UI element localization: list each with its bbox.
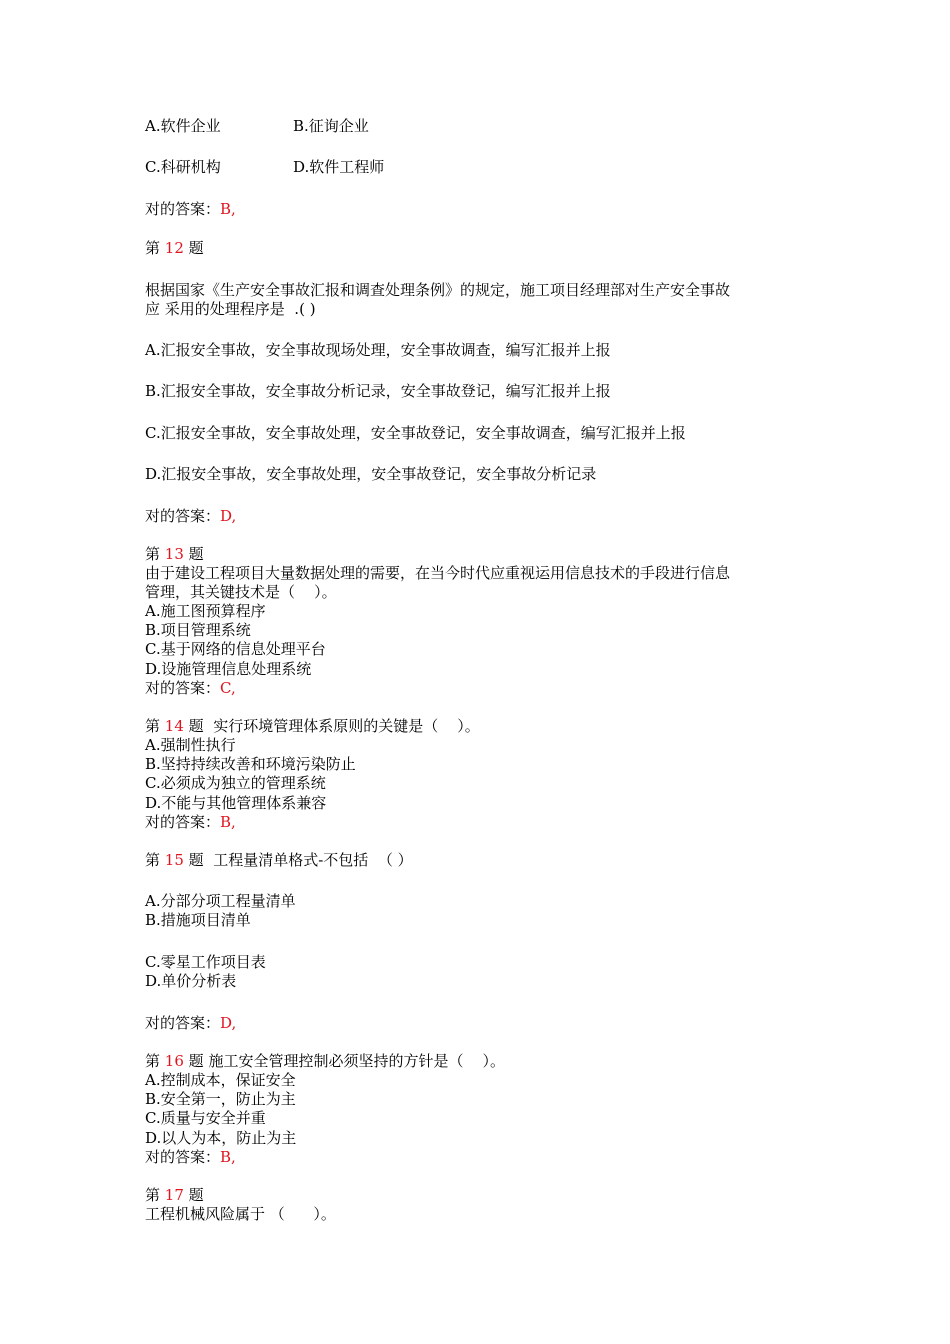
option-a: A.强制性执行	[145, 736, 236, 754]
question-number: 第 17 题	[145, 1186, 204, 1204]
answer-value: B,	[220, 200, 236, 218]
option-b: B.安全第一，防止为主	[145, 1090, 296, 1108]
answer-line: 对的答案：B,	[145, 813, 236, 831]
question-stem: 根据国家《生产安全事故汇报和调查处理条例》的规定，施工项目经理部对生产安全事故	[145, 281, 731, 299]
option-d: D.单价分析表	[145, 972, 237, 990]
option-b: B.汇报安全事故，安全事故分析记录，安全事故登记，编写汇报并上报	[145, 382, 611, 400]
question-number: 第 14 题 实行环境管理体系原则的关键是（ ）。	[145, 717, 480, 735]
question-stem-cont: 应 采用的处理程序是 .( )	[145, 300, 316, 318]
option-c: C.基于网络的信息处理平台	[145, 640, 326, 658]
option-c: C.质量与安全并重	[145, 1109, 266, 1127]
option-a: A.控制成本，保证安全	[145, 1071, 296, 1089]
answer-value: B,	[220, 1148, 236, 1166]
question-stem-cont: 管理，其关键技术是（ ）。	[145, 583, 337, 601]
answer-line: 对的答案：B,	[145, 200, 236, 218]
option-b: B.措施项目清单	[145, 911, 251, 929]
option-c: C.科研机构	[145, 158, 221, 176]
answer-value: D,	[220, 507, 237, 525]
option-d: D.软件工程师	[293, 158, 385, 176]
question-stem: 工程量清单格式-不包括 （ ）	[213, 851, 413, 869]
answer-line: 对的答案：D,	[145, 1014, 237, 1032]
option-a: A.汇报安全事故，安全事故现场处理，安全事故调查，编写汇报并上报	[145, 341, 611, 359]
option-a: A.分部分项工程量清单	[145, 892, 296, 910]
question-stem: 工程机械风险属于 （ ）。	[145, 1205, 336, 1223]
question-stem: 实行环境管理体系原则的关键是（ ）。	[213, 717, 480, 735]
question-number: 第 12 题	[145, 239, 204, 257]
option-d: D.汇报安全事故，安全事故处理，安全事故登记，安全事故分析记录	[145, 465, 597, 483]
option-b: B.征询企业	[293, 117, 369, 135]
option-c: C.零星工作项目表	[145, 953, 266, 971]
answer-value: B,	[220, 813, 236, 831]
answer-line: 对的答案：D,	[145, 507, 237, 525]
question-stem: 由于建设工程项目大量数据处理的需要，在当今时代应重视运用信息技术的手段进行信息	[145, 564, 731, 582]
answer-value: D,	[220, 1014, 237, 1032]
answer-value: C,	[220, 679, 236, 697]
option-d: D.设施管理信息处理系统	[145, 660, 312, 678]
answer-line: 对的答案：B,	[145, 1148, 236, 1166]
question-stem: 施工安全管理控制必须坚持的方针是（ ）。	[208, 1052, 506, 1070]
question-number: 第 16 题 施工安全管理控制必须坚持的方针是（ ）。	[145, 1052, 506, 1070]
question-number: 第 13 题	[145, 545, 204, 563]
option-d: D.不能与其他管理体系兼容	[145, 794, 327, 812]
option-c: C.必须成为独立的管理系统	[145, 774, 326, 792]
option-a: A.软件企业	[145, 117, 221, 135]
option-d: D.以人为本，防止为主	[145, 1129, 297, 1147]
option-b: B.坚持持续改善和环境污染防止	[145, 755, 356, 773]
option-a: A.施工图预算程序	[145, 602, 266, 620]
question-number: 第 15 题 工程量清单格式-不包括 （ ）	[145, 851, 413, 869]
option-c: C.汇报安全事故，安全事故处理，安全事故登记，安全事故调查，编写汇报并上报	[145, 424, 686, 442]
option-b: B.项目管理系统	[145, 621, 251, 639]
answer-line: 对的答案：C,	[145, 679, 236, 697]
